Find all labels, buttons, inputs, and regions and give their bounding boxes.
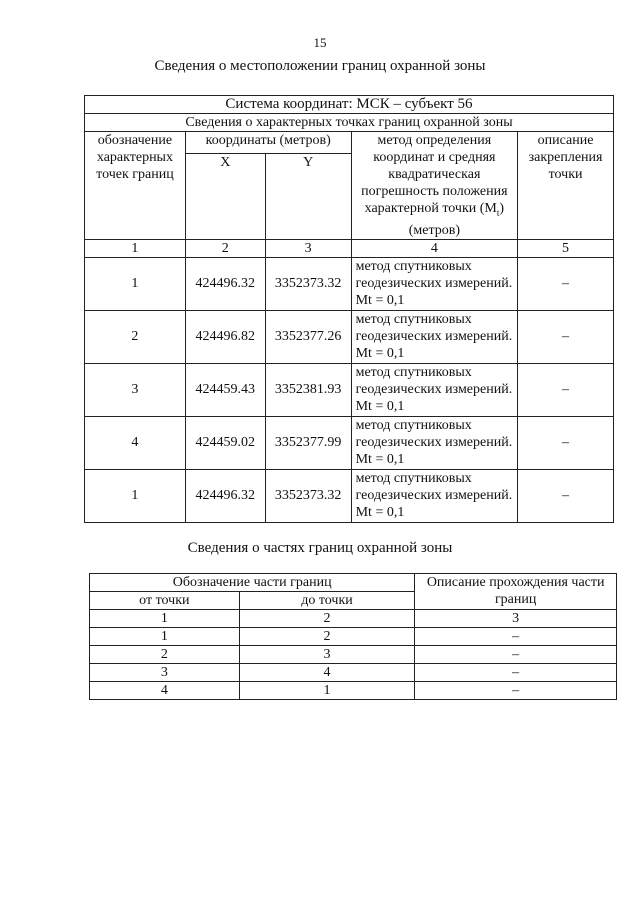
boundary-parts-table [89,573,617,700]
point-cell: 1 [85,469,186,522]
boundary-points-table [84,95,614,523]
desc-cell: – [415,628,617,646]
x-cell: 424496.32 [185,469,265,522]
table-row [90,628,617,646]
column-numbers-row [85,239,614,257]
desc-cell: – [518,469,614,522]
subtitle-cell: Сведения о характерных точках границ охранной зоны [85,114,614,132]
header-x: X [185,153,265,239]
header-row-1 [90,574,617,592]
table-row [90,646,617,664]
header-designation: Обозначение части границ [90,574,415,592]
col-number: 2 [239,610,415,628]
method-cell: метод спутниковых геодезических измерений. Mt = 0,1 [351,310,517,363]
y-cell: 3352381.93 [265,363,351,416]
header-from: от точки [90,592,240,610]
page-number: 15 [313,35,327,50]
point-cell: 3 [85,363,186,416]
header-description: описание закрепления точки [518,132,614,240]
table-row [85,257,614,310]
col-number: 3 [265,239,351,257]
method-cell: метод спутниковых геодезических измерений. Mt = 0,1 [351,363,517,416]
table-row [90,682,617,700]
desc-cell: – [415,664,617,682]
x-cell: 424459.43 [185,363,265,416]
y-cell: 3352377.99 [265,416,351,469]
col-number: 4 [351,239,517,257]
from-cell: 1 [90,628,240,646]
col-number: 1 [90,610,240,628]
header-point-designation: обозначение характерных точек границ [85,132,186,240]
header-method-sub: t [496,207,500,218]
to-cell: 3 [239,646,415,664]
table-row [85,310,614,363]
point-cell: 1 [85,257,186,310]
subtitle-row [85,114,614,132]
desc-cell: – [415,682,617,700]
desc-cell: – [518,257,614,310]
coord-system-row [85,96,614,114]
from-cell: 3 [90,664,240,682]
desc-cell: – [518,416,614,469]
to-cell: 2 [239,628,415,646]
from-cell: 4 [90,682,240,700]
col-number: 1 [85,239,186,257]
x-cell: 424496.82 [185,310,265,363]
coord-system-cell: Система координат: МСК – субъект 56 [85,96,614,114]
header-method-text: метод определения координат и средняя квадратическая погрешность положения характерной точки (M [361,133,508,216]
header-method [351,132,517,240]
header-y: Y [265,153,351,239]
table-row [85,363,614,416]
method-cell: метод спутниковых геодезических измерений. Mt = 0,1 [351,257,517,310]
col-number: 3 [415,610,617,628]
section-title-boundary-location: Сведения о местоположении границ охранной зоны [154,58,486,74]
table-row [90,664,617,682]
header-description: Описание прохождения части границ [415,574,617,610]
point-cell: 2 [85,310,186,363]
from-cell: 2 [90,646,240,664]
to-cell: 4 [239,664,415,682]
to-cell: 1 [239,682,415,700]
header-row-1 [85,132,614,154]
desc-cell: – [518,310,614,363]
section-title-boundary-parts: Сведения о частях границ охранной зоны [187,540,453,556]
x-cell: 424496.32 [185,257,265,310]
header-method-tail: ) (метров) [408,201,505,238]
method-cell: метод спутниковых геодезических измерений. Mt = 0,1 [351,416,517,469]
method-cell: метод спутниковых геодезических измерений. Mt = 0,1 [351,469,517,522]
table-row [85,469,614,522]
column-numbers-row [90,610,617,628]
desc-cell: – [415,646,617,664]
desc-cell: – [518,363,614,416]
header-coordinates: координаты (метров) [185,132,351,154]
y-cell: 3352373.32 [265,257,351,310]
y-cell: 3352373.32 [265,469,351,522]
table-row [85,416,614,469]
col-number: 2 [185,239,265,257]
y-cell: 3352377.26 [265,310,351,363]
x-cell: 424459.02 [185,416,265,469]
col-number: 5 [518,239,614,257]
header-to: до точки [239,592,415,610]
point-cell: 4 [85,416,186,469]
